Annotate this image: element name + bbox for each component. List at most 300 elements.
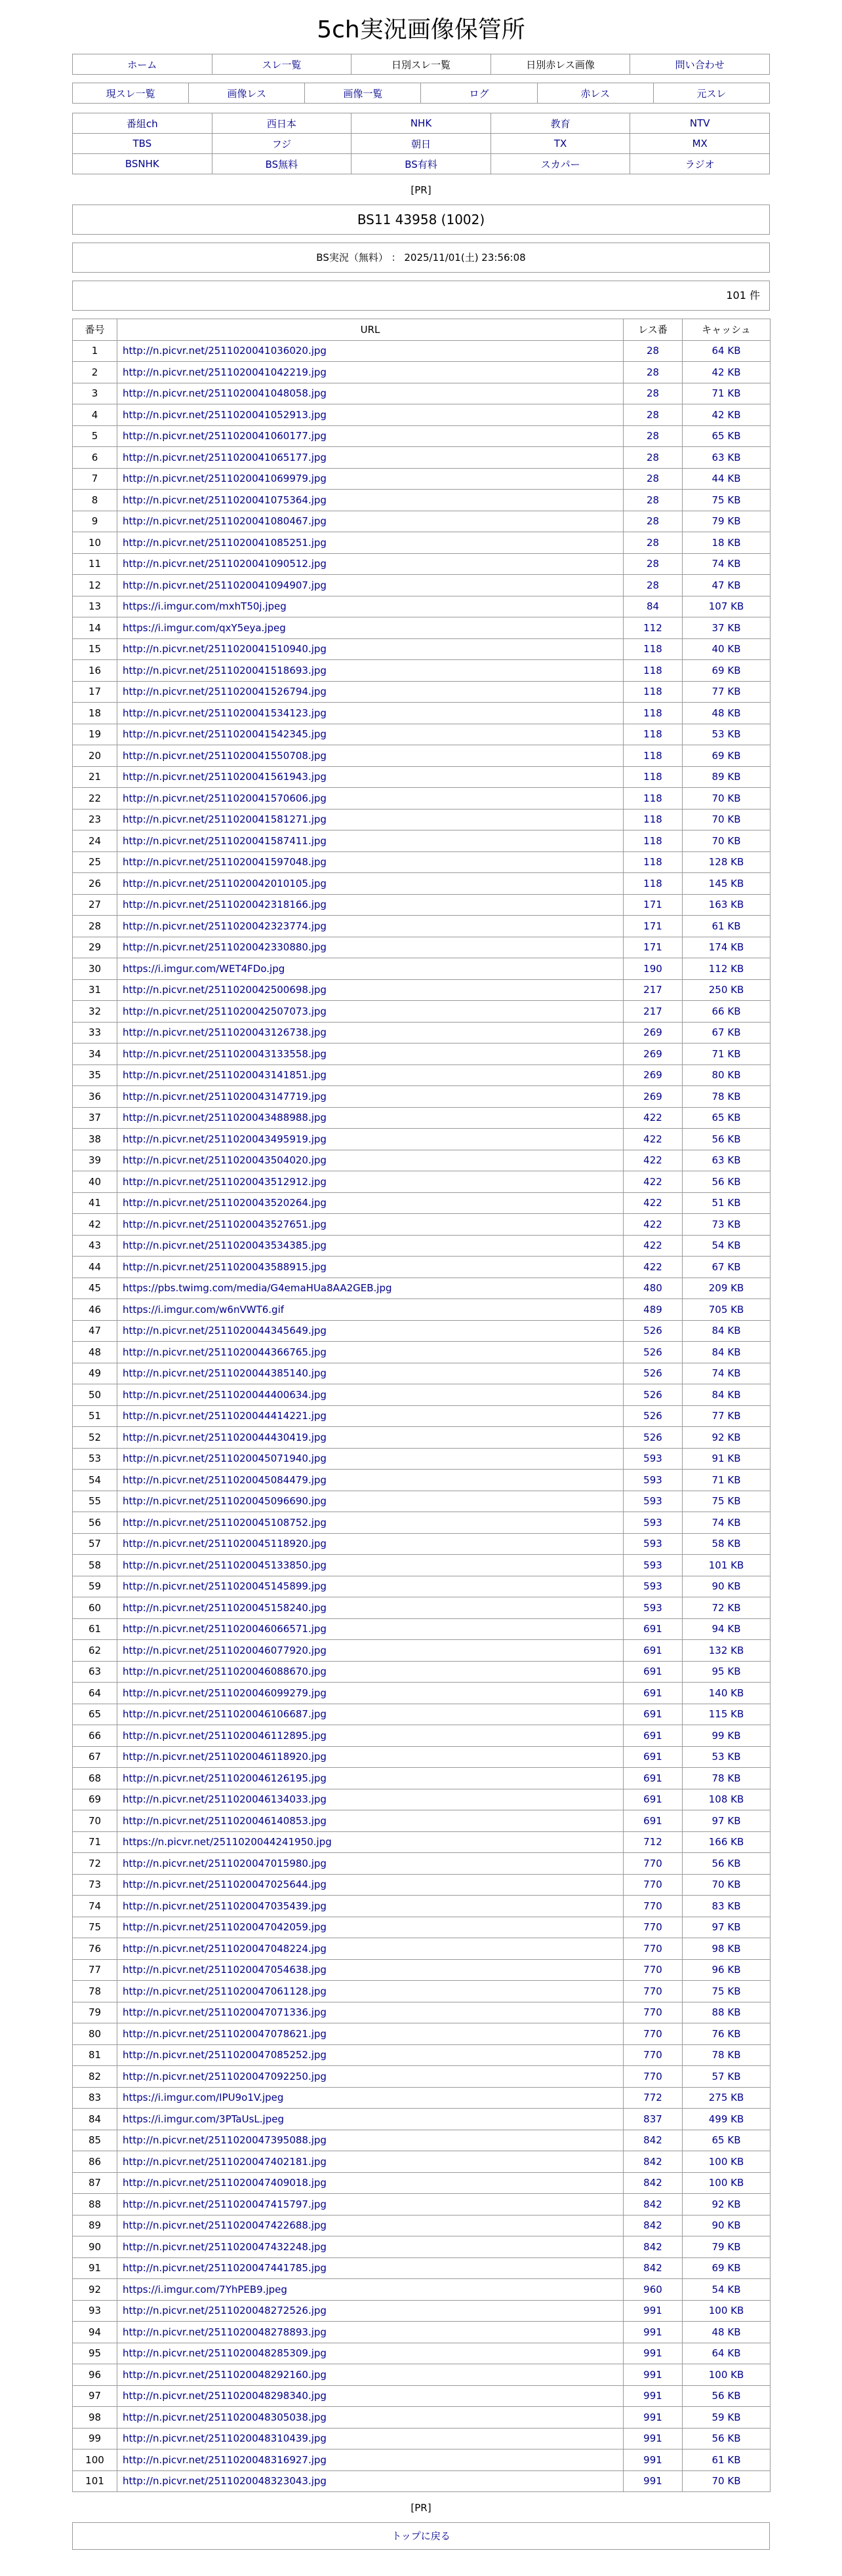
image-url-link[interactable]: http://n.picvr.net/2511020043512912.jpg xyxy=(123,1175,327,1188)
res-number-link[interactable]: 28 xyxy=(646,430,660,442)
res-number-link[interactable]: 526 xyxy=(643,1388,662,1401)
image-url-link[interactable]: http://n.picvr.net/2511020041085251.jpg xyxy=(123,536,327,549)
image-url-link[interactable]: http://n.picvr.net/2511020044400634.jpg xyxy=(123,1388,327,1401)
channel-item-cell[interactable] xyxy=(212,154,351,174)
res-number-link[interactable]: 770 xyxy=(643,2070,662,2082)
cache-link[interactable]: 92 KB xyxy=(712,1431,741,1443)
cache-link[interactable]: 705 KB xyxy=(708,1303,744,1316)
nav-secondary-item-link[interactable]: 画像一覧 xyxy=(343,87,383,100)
cache-link[interactable]: 115 KB xyxy=(708,1708,744,1721)
res-number-link[interactable]: 991 xyxy=(643,2453,662,2466)
channel-item-link[interactable]: TBS xyxy=(132,138,152,149)
cache-link[interactable]: 79 KB xyxy=(712,515,741,528)
res-number-link[interactable]: 118 xyxy=(643,728,662,741)
channel-item-cell[interactable] xyxy=(351,113,491,134)
image-url-link[interactable]: http://n.picvr.net/2511020043534385.jpg xyxy=(123,1239,327,1252)
res-number-link[interactable]: 691 xyxy=(643,1772,662,1784)
cache-link[interactable]: 83 KB xyxy=(712,1900,741,1912)
res-number-link[interactable]: 842 xyxy=(643,2262,662,2274)
image-url-link[interactable]: http://n.picvr.net/2511020046066571.jpg xyxy=(123,1623,327,1635)
image-url-link[interactable]: http://n.picvr.net/2511020041534123.jpg xyxy=(123,707,327,719)
image-url-link[interactable]: http://n.picvr.net/2511020041510940.jpg xyxy=(123,643,327,655)
nav-secondary-item-link[interactable]: ログ xyxy=(469,87,489,100)
res-number-link[interactable]: 526 xyxy=(643,1346,662,1358)
cache-link[interactable]: 78 KB xyxy=(712,1772,741,1784)
image-url-link[interactable]: http://n.picvr.net/2511020043126738.jpg xyxy=(123,1026,327,1039)
image-url-link[interactable]: http://n.picvr.net/2511020042318166.jpg xyxy=(123,899,327,911)
cache-link[interactable]: 70 KB xyxy=(712,2475,741,2488)
res-number-link[interactable]: 842 xyxy=(643,2155,662,2168)
channel-item-cell[interactable] xyxy=(630,154,770,174)
nav-primary-item-cell[interactable] xyxy=(73,54,212,75)
cache-link[interactable]: 145 KB xyxy=(708,877,744,889)
image-url-link[interactable]: http://n.picvr.net/2511020045071940.jpg xyxy=(123,1453,327,1465)
cache-link[interactable]: 67 KB xyxy=(712,1026,741,1039)
channel-item-link[interactable]: スカパー xyxy=(540,158,580,170)
cache-link[interactable]: 58 KB xyxy=(712,1538,741,1550)
cache-link[interactable]: 53 KB xyxy=(712,1751,741,1763)
res-number-link[interactable]: 772 xyxy=(643,2092,662,2104)
nav-secondary-item-link[interactable]: 現スレ一覧 xyxy=(106,87,155,100)
image-url-link[interactable]: https://i.imgur.com/qxY5eya.jpeg xyxy=(123,621,286,634)
channel-item-cell[interactable] xyxy=(491,134,630,154)
cache-link[interactable]: 75 KB xyxy=(712,1985,741,1997)
image-url-link[interactable]: http://n.picvr.net/2511020047409018.jpg xyxy=(123,2177,327,2189)
image-url-link[interactable]: https://i.imgur.com/mxhT50j.jpeg xyxy=(123,600,287,613)
image-url-link[interactable]: http://n.picvr.net/2511020041069979.jpg xyxy=(123,473,327,485)
cache-link[interactable]: 70 KB xyxy=(712,792,741,804)
cache-link[interactable]: 53 KB xyxy=(712,728,741,741)
cache-link[interactable]: 65 KB xyxy=(712,1112,741,1124)
res-number-link[interactable]: 593 xyxy=(643,1516,662,1529)
image-url-link[interactable]: http://n.picvr.net/2511020047092250.jpg xyxy=(123,2070,327,2082)
cache-link[interactable]: 37 KB xyxy=(712,621,741,634)
res-number-link[interactable]: 691 xyxy=(643,1623,662,1635)
cache-link[interactable]: 44 KB xyxy=(712,473,741,485)
res-number-link[interactable]: 837 xyxy=(643,2113,662,2125)
res-number-link[interactable]: 171 xyxy=(643,920,662,932)
image-url-link[interactable]: http://n.picvr.net/2511020046140853.jpg xyxy=(123,1814,327,1827)
res-number-link[interactable]: 422 xyxy=(643,1239,662,1252)
cache-link[interactable]: 112 KB xyxy=(708,962,744,975)
cache-link[interactable]: 84 KB xyxy=(712,1325,741,1337)
image-url-link[interactable]: http://n.picvr.net/2511020048316927.jpg xyxy=(123,2453,327,2466)
image-url-link[interactable]: http://n.picvr.net/2511020047432248.jpg xyxy=(123,2240,327,2253)
res-number-link[interactable]: 593 xyxy=(643,1473,662,1486)
res-number-link[interactable]: 269 xyxy=(643,1069,662,1082)
image-url-link[interactable]: https://i.imgur.com/WET4FDo.jpg xyxy=(123,962,285,975)
image-url-link[interactable]: http://n.picvr.net/2511020047025644.jpg xyxy=(123,1879,327,1891)
image-url-link[interactable]: http://n.picvr.net/2511020041550708.jpg xyxy=(123,749,327,762)
image-url-link[interactable]: http://n.picvr.net/2511020041036020.jpg xyxy=(123,345,327,357)
res-number-link[interactable]: 526 xyxy=(643,1410,662,1422)
cache-link[interactable]: 97 KB xyxy=(712,1921,741,1934)
cache-link[interactable]: 54 KB xyxy=(712,1239,741,1252)
nav-primary-item-cell[interactable] xyxy=(212,54,351,75)
channel-item-link[interactable]: BSNHK xyxy=(125,158,159,170)
cache-link[interactable]: 48 KB xyxy=(712,2326,741,2338)
res-number-link[interactable]: 217 xyxy=(643,1005,662,1017)
res-number-link[interactable]: 171 xyxy=(643,899,662,911)
res-number-link[interactable]: 269 xyxy=(643,1047,662,1060)
res-number-link[interactable]: 269 xyxy=(643,1026,662,1039)
res-number-link[interactable]: 28 xyxy=(646,366,660,378)
res-number-link[interactable]: 118 xyxy=(643,856,662,868)
image-url-link[interactable]: http://n.picvr.net/2511020047054638.jpg xyxy=(123,1964,327,1976)
channel-item-link[interactable]: MX xyxy=(692,138,708,149)
image-url-link[interactable]: http://n.picvr.net/2511020047071336.jpg xyxy=(123,2006,327,2019)
image-url-link[interactable]: http://n.picvr.net/2511020043141851.jpg xyxy=(123,1069,327,1082)
image-url-link[interactable]: http://n.picvr.net/2511020046126195.jpg xyxy=(123,1772,327,1784)
res-number-link[interactable]: 480 xyxy=(643,1282,662,1295)
image-url-link[interactable]: http://n.picvr.net/2511020042507073.jpg xyxy=(123,1005,327,1017)
res-number-link[interactable]: 991 xyxy=(643,2475,662,2488)
channel-item-link[interactable]: 西日本 xyxy=(266,117,296,130)
image-url-link[interactable]: http://n.picvr.net/2511020044385140.jpg xyxy=(123,1367,327,1380)
channel-item-link[interactable]: 朝日 xyxy=(411,138,431,150)
res-number-link[interactable]: 770 xyxy=(643,2027,662,2040)
cache-link[interactable]: 80 KB xyxy=(712,1069,741,1082)
image-url-link[interactable]: http://n.picvr.net/2511020043488988.jpg xyxy=(123,1112,327,1124)
image-url-link[interactable]: http://n.picvr.net/2511020041075364.jpg xyxy=(123,494,327,506)
image-url-link[interactable]: http://n.picvr.net/2511020041048058.jpg xyxy=(123,387,327,400)
cache-link[interactable]: 163 KB xyxy=(708,899,744,911)
image-url-link[interactable]: http://n.picvr.net/2511020044366765.jpg xyxy=(123,1346,327,1358)
cache-link[interactable]: 42 KB xyxy=(712,408,741,421)
res-number-link[interactable]: 526 xyxy=(643,1431,662,1443)
image-url-link[interactable]: http://n.picvr.net/2511020044430419.jpg xyxy=(123,1431,327,1443)
res-number-link[interactable]: 593 xyxy=(643,1495,662,1508)
channel-item-cell[interactable] xyxy=(491,113,630,134)
image-url-link[interactable]: https://i.imgur.com/7YhPEB9.jpeg xyxy=(123,2283,287,2295)
image-url-link[interactable]: https://n.picvr.net/2511020044241950.jpg xyxy=(123,1836,332,1848)
image-url-link[interactable]: http://n.picvr.net/2511020041570606.jpg xyxy=(123,792,327,804)
res-number-link[interactable]: 112 xyxy=(643,621,662,634)
nav-primary-item-link[interactable]: 問い合わせ xyxy=(675,58,725,71)
image-url-link[interactable]: http://n.picvr.net/2511020042323774.jpg xyxy=(123,920,327,932)
cache-link[interactable]: 92 KB xyxy=(712,2198,741,2210)
image-url-link[interactable]: http://n.picvr.net/2511020048323043.jpg xyxy=(123,2475,327,2488)
image-url-link[interactable]: http://n.picvr.net/2511020047395088.jpg xyxy=(123,2134,327,2147)
nav-primary-item-link[interactable]: ホーム xyxy=(127,58,157,71)
image-url-link[interactable]: http://n.picvr.net/2511020041581271.jpg xyxy=(123,813,327,826)
cache-link[interactable]: 63 KB xyxy=(712,1154,741,1167)
cache-link[interactable]: 56 KB xyxy=(712,2390,741,2402)
res-number-link[interactable]: 28 xyxy=(646,451,660,463)
image-url-link[interactable]: http://n.picvr.net/2511020048298340.jpg xyxy=(123,2390,327,2402)
cache-link[interactable]: 166 KB xyxy=(708,1836,744,1848)
res-number-link[interactable]: 991 xyxy=(643,2411,662,2423)
image-url-link[interactable]: http://n.picvr.net/2511020048310439.jpg xyxy=(123,2432,327,2445)
res-number-link[interactable]: 770 xyxy=(643,2006,662,2019)
back-to-top-link[interactable]: トップに戻る xyxy=(391,2530,451,2542)
channel-item-cell[interactable] xyxy=(73,154,212,174)
res-number-link[interactable]: 269 xyxy=(643,1090,662,1103)
res-number-link[interactable]: 118 xyxy=(643,707,662,719)
res-number-link[interactable]: 770 xyxy=(643,1985,662,1997)
cache-link[interactable]: 77 KB xyxy=(712,1410,741,1422)
channel-item-link[interactable]: TX xyxy=(553,138,567,149)
res-number-link[interactable]: 842 xyxy=(643,2198,662,2210)
image-url-link[interactable]: http://n.picvr.net/2511020041542345.jpg xyxy=(123,728,327,741)
channel-item-link[interactable]: NHK xyxy=(410,117,432,129)
cache-link[interactable]: 69 KB xyxy=(712,749,741,762)
res-number-link[interactable]: 593 xyxy=(643,1559,662,1571)
image-url-link[interactable]: http://n.picvr.net/2511020042010105.jpg xyxy=(123,877,327,889)
cache-link[interactable]: 250 KB xyxy=(708,984,744,996)
image-url-link[interactable]: http://n.picvr.net/2511020046099279.jpg xyxy=(123,1687,327,1699)
res-number-link[interactable]: 422 xyxy=(643,1218,662,1230)
image-url-link[interactable]: http://n.picvr.net/2511020048292160.jpg xyxy=(123,2368,327,2381)
cache-link[interactable]: 57 KB xyxy=(712,2070,741,2082)
image-url-link[interactable]: http://n.picvr.net/2511020042500698.jpg xyxy=(123,984,327,996)
res-number-link[interactable]: 422 xyxy=(643,1260,662,1273)
image-url-link[interactable]: https://i.imgur.com/w6nVWT6.gif xyxy=(123,1303,285,1316)
image-url-link[interactable]: http://n.picvr.net/2511020048278893.jpg xyxy=(123,2326,327,2338)
res-number-link[interactable]: 118 xyxy=(643,686,662,698)
cache-link[interactable]: 74 KB xyxy=(712,1516,741,1529)
image-url-link[interactable]: http://n.picvr.net/2511020047085252.jpg xyxy=(123,2049,327,2061)
image-url-link[interactable]: http://n.picvr.net/2511020047422688.jpg xyxy=(123,2219,327,2232)
image-url-link[interactable]: http://n.picvr.net/2511020043527651.jpg xyxy=(123,1218,327,1230)
cache-link[interactable]: 70 KB xyxy=(712,813,741,826)
image-url-link[interactable]: http://n.picvr.net/2511020043588915.jpg xyxy=(123,1260,327,1273)
image-url-link[interactable]: http://n.picvr.net/2511020047402181.jpg xyxy=(123,2155,327,2168)
image-url-link[interactable]: http://n.picvr.net/2511020047042059.jpg xyxy=(123,1921,327,1934)
res-number-link[interactable]: 28 xyxy=(646,515,660,528)
nav-secondary-item-link[interactable]: 赤レス xyxy=(580,87,610,100)
res-number-link[interactable]: 770 xyxy=(643,1900,662,1912)
cache-link[interactable]: 88 KB xyxy=(712,2006,741,2019)
cache-link[interactable]: 74 KB xyxy=(712,558,741,570)
cache-link[interactable]: 78 KB xyxy=(712,1090,741,1103)
image-url-link[interactable]: https://i.imgur.com/IPU9o1V.jpeg xyxy=(123,2092,284,2104)
cache-link[interactable]: 61 KB xyxy=(712,920,741,932)
res-number-link[interactable]: 991 xyxy=(643,2432,662,2445)
res-number-link[interactable]: 991 xyxy=(643,2390,662,2402)
res-number-link[interactable]: 691 xyxy=(643,1708,662,1721)
cache-link[interactable]: 72 KB xyxy=(712,1601,741,1614)
res-number-link[interactable]: 770 xyxy=(643,2049,662,2061)
cache-link[interactable]: 56 KB xyxy=(712,1857,741,1869)
res-number-link[interactable]: 28 xyxy=(646,494,660,506)
cache-link[interactable]: 100 KB xyxy=(708,2368,744,2381)
res-number-link[interactable]: 118 xyxy=(643,813,662,826)
cache-link[interactable]: 75 KB xyxy=(712,1495,741,1508)
image-url-link[interactable]: http://n.picvr.net/2511020045096690.jpg xyxy=(123,1495,327,1508)
image-url-link[interactable]: http://n.picvr.net/2511020041052913.jpg xyxy=(123,408,327,421)
cache-link[interactable]: 107 KB xyxy=(708,600,744,613)
res-number-link[interactable]: 118 xyxy=(643,749,662,762)
cache-link[interactable]: 74 KB xyxy=(712,1367,741,1380)
image-url-link[interactable]: http://n.picvr.net/2511020047078621.jpg xyxy=(123,2027,327,2040)
res-number-link[interactable]: 991 xyxy=(643,2347,662,2360)
cache-link[interactable]: 61 KB xyxy=(712,2453,741,2466)
image-url-link[interactable]: http://n.picvr.net/2511020045108752.jpg xyxy=(123,1516,327,1529)
nav-secondary-item-cell[interactable] xyxy=(421,83,537,104)
res-number-link[interactable]: 118 xyxy=(643,792,662,804)
res-number-link[interactable]: 593 xyxy=(643,1580,662,1593)
image-url-link[interactable]: http://n.picvr.net/2511020041065177.jpg xyxy=(123,451,327,463)
channel-item-link[interactable]: NTV xyxy=(689,117,710,129)
res-number-link[interactable]: 691 xyxy=(643,1687,662,1699)
cache-link[interactable]: 56 KB xyxy=(712,1175,741,1188)
cache-link[interactable]: 128 KB xyxy=(708,856,744,868)
image-url-link[interactable]: http://n.picvr.net/2511020048285309.jpg xyxy=(123,2347,327,2360)
res-number-link[interactable]: 770 xyxy=(643,1857,662,1869)
cache-link[interactable]: 76 KB xyxy=(712,2027,741,2040)
res-number-link[interactable]: 171 xyxy=(643,941,662,954)
cache-link[interactable]: 140 KB xyxy=(708,1687,744,1699)
cache-link[interactable]: 69 KB xyxy=(712,664,741,676)
cache-link[interactable]: 100 KB xyxy=(708,2177,744,2189)
channel-item-cell[interactable] xyxy=(73,113,212,134)
nav-secondary-item-cell[interactable] xyxy=(653,83,769,104)
image-url-link[interactable]: http://n.picvr.net/2511020041561943.jpg xyxy=(123,771,327,783)
cache-link[interactable]: 42 KB xyxy=(712,366,741,378)
res-number-link[interactable]: 842 xyxy=(643,2134,662,2147)
cache-link[interactable]: 59 KB xyxy=(712,2411,741,2423)
channel-item-cell[interactable] xyxy=(351,134,491,154)
res-number-link[interactable]: 217 xyxy=(643,984,662,996)
image-url-link[interactable]: http://n.picvr.net/2511020046088670.jpg xyxy=(123,1666,327,1678)
res-number-link[interactable]: 991 xyxy=(643,2305,662,2317)
cache-link[interactable]: 47 KB xyxy=(712,579,741,591)
image-url-link[interactable]: http://n.picvr.net/2511020041090512.jpg xyxy=(123,558,327,570)
image-url-link[interactable]: http://n.picvr.net/2511020043504020.jpg xyxy=(123,1154,327,1167)
cache-link[interactable]: 75 KB xyxy=(712,494,741,506)
cache-link[interactable]: 66 KB xyxy=(712,1005,741,1017)
res-number-link[interactable]: 84 xyxy=(646,600,660,613)
cache-link[interactable]: 71 KB xyxy=(712,1047,741,1060)
nav-secondary-item-link[interactable]: 画像レス xyxy=(227,87,267,100)
res-number-link[interactable]: 593 xyxy=(643,1453,662,1465)
channel-item-cell[interactable] xyxy=(630,134,770,154)
image-url-link[interactable]: http://n.picvr.net/2511020045118920.jpg xyxy=(123,1538,327,1550)
res-number-link[interactable]: 691 xyxy=(643,1751,662,1763)
res-number-link[interactable]: 28 xyxy=(646,558,660,570)
cache-link[interactable]: 56 KB xyxy=(712,1133,741,1145)
image-url-link[interactable]: http://n.picvr.net/2511020041518693.jpg xyxy=(123,664,327,676)
nav-primary-item-link[interactable]: スレ一覧 xyxy=(262,58,302,71)
image-url-link[interactable]: http://n.picvr.net/2511020041060177.jpg xyxy=(123,430,327,442)
channel-item-cell[interactable] xyxy=(491,154,630,174)
image-url-link[interactable]: http://n.picvr.net/2511020041597048.jpg xyxy=(123,856,327,868)
image-url-link[interactable]: http://n.picvr.net/2511020047035439.jpg xyxy=(123,1900,327,1912)
image-url-link[interactable]: http://n.picvr.net/2511020042330880.jpg xyxy=(123,941,327,954)
image-url-link[interactable]: http://n.picvr.net/2511020047015980.jpg xyxy=(123,1857,327,1869)
nav-secondary-item-link[interactable]: 元スレ xyxy=(696,87,727,100)
image-url-link[interactable]: http://n.picvr.net/2511020045145899.jpg xyxy=(123,1580,327,1593)
res-number-link[interactable]: 770 xyxy=(643,1964,662,1976)
res-number-link[interactable]: 712 xyxy=(643,1836,662,1848)
channel-item-link[interactable]: 教育 xyxy=(550,117,571,130)
image-url-link[interactable]: http://n.picvr.net/2511020047441785.jpg xyxy=(123,2262,327,2274)
cache-link[interactable]: 63 KB xyxy=(712,451,741,463)
channel-item-link[interactable]: ラジオ xyxy=(685,158,715,170)
nav-secondary-item-cell[interactable] xyxy=(189,83,305,104)
image-url-link[interactable]: http://n.picvr.net/2511020043147719.jpg xyxy=(123,1090,327,1103)
res-number-link[interactable]: 991 xyxy=(643,2326,662,2338)
image-url-link[interactable]: http://n.picvr.net/2511020046134033.jpg xyxy=(123,1793,327,1806)
image-url-link[interactable]: http://n.picvr.net/2511020041042219.jpg xyxy=(123,366,327,378)
nav-primary-item-cell[interactable] xyxy=(630,54,770,75)
cache-link[interactable]: 48 KB xyxy=(712,707,741,719)
res-number-link[interactable]: 28 xyxy=(646,536,660,549)
cache-link[interactable]: 96 KB xyxy=(712,1964,741,1976)
nav-secondary-item-cell[interactable] xyxy=(537,83,653,104)
cache-link[interactable]: 78 KB xyxy=(712,2049,741,2061)
cache-link[interactable]: 97 KB xyxy=(712,1814,741,1827)
channel-item-link[interactable]: フジ xyxy=(271,138,292,150)
res-number-link[interactable]: 842 xyxy=(643,2219,662,2232)
res-number-link[interactable]: 691 xyxy=(643,1729,662,1742)
res-number-link[interactable]: 691 xyxy=(643,1644,662,1656)
cache-link[interactable]: 90 KB xyxy=(712,1580,741,1593)
cache-link[interactable]: 275 KB xyxy=(708,2092,744,2104)
cache-link[interactable]: 67 KB xyxy=(712,1260,741,1273)
channel-item-cell[interactable] xyxy=(351,154,491,174)
res-number-link[interactable]: 422 xyxy=(643,1175,662,1188)
cache-link[interactable]: 64 KB xyxy=(712,2347,741,2360)
nav-secondary-item-cell[interactable] xyxy=(305,83,421,104)
cache-link[interactable]: 499 KB xyxy=(708,2113,744,2125)
cache-link[interactable]: 95 KB xyxy=(712,1666,741,1678)
cache-link[interactable]: 18 KB xyxy=(712,536,741,549)
image-url-link[interactable]: http://n.picvr.net/2511020046112895.jpg xyxy=(123,1729,327,1742)
image-url-link[interactable]: http://n.picvr.net/2511020044414221.jpg xyxy=(123,1410,327,1422)
cache-link[interactable]: 101 KB xyxy=(708,1559,744,1571)
image-url-link[interactable]: http://n.picvr.net/2511020045158240.jpg xyxy=(123,1601,327,1614)
res-number-link[interactable]: 691 xyxy=(643,1814,662,1827)
res-number-link[interactable]: 422 xyxy=(643,1112,662,1124)
cache-link[interactable]: 65 KB xyxy=(712,430,741,442)
image-url-link[interactable]: http://n.picvr.net/2511020047048224.jpg xyxy=(123,1942,327,1955)
cache-link[interactable]: 99 KB xyxy=(712,1729,741,1742)
res-number-link[interactable]: 960 xyxy=(643,2283,662,2295)
cache-link[interactable]: 94 KB xyxy=(712,1623,741,1635)
res-number-link[interactable]: 28 xyxy=(646,579,660,591)
cache-link[interactable]: 79 KB xyxy=(712,2240,741,2253)
channel-item-cell[interactable] xyxy=(73,134,212,154)
image-url-link[interactable]: http://n.picvr.net/2511020041526794.jpg xyxy=(123,686,327,698)
cache-link[interactable]: 40 KB xyxy=(712,643,741,655)
cache-link[interactable]: 209 KB xyxy=(708,1282,744,1295)
res-number-link[interactable]: 770 xyxy=(643,1879,662,1891)
image-url-link[interactable]: http://n.picvr.net/2511020043133558.jpg xyxy=(123,1047,327,1060)
channel-item-cell[interactable] xyxy=(212,134,351,154)
channel-item-link[interactable]: 番組ch xyxy=(126,117,158,130)
res-number-link[interactable]: 28 xyxy=(646,473,660,485)
cache-link[interactable]: 132 KB xyxy=(708,1644,744,1656)
image-url-link[interactable]: http://n.picvr.net/2511020046077920.jpg xyxy=(123,1644,327,1656)
res-number-link[interactable]: 842 xyxy=(643,2240,662,2253)
image-url-link[interactable]: http://n.picvr.net/2511020041587411.jpg xyxy=(123,834,327,847)
cache-link[interactable]: 70 KB xyxy=(712,1879,741,1891)
res-number-link[interactable]: 422 xyxy=(643,1197,662,1209)
cache-link[interactable]: 100 KB xyxy=(708,2155,744,2168)
cache-link[interactable]: 54 KB xyxy=(712,2283,741,2295)
res-number-link[interactable]: 422 xyxy=(643,1133,662,1145)
image-url-link[interactable]: http://n.picvr.net/2511020045084479.jpg xyxy=(123,1473,327,1486)
nav-secondary-item-cell[interactable] xyxy=(73,83,189,104)
channel-item-link[interactable]: BS有料 xyxy=(405,158,437,170)
image-url-link[interactable]: http://n.picvr.net/2511020041094907.jpg xyxy=(123,579,327,591)
image-url-link[interactable]: https://i.imgur.com/3PTaUsL.jpeg xyxy=(123,2113,284,2125)
cache-link[interactable]: 56 KB xyxy=(712,2432,741,2445)
res-number-link[interactable]: 593 xyxy=(643,1538,662,1550)
cache-link[interactable]: 84 KB xyxy=(712,1346,741,1358)
